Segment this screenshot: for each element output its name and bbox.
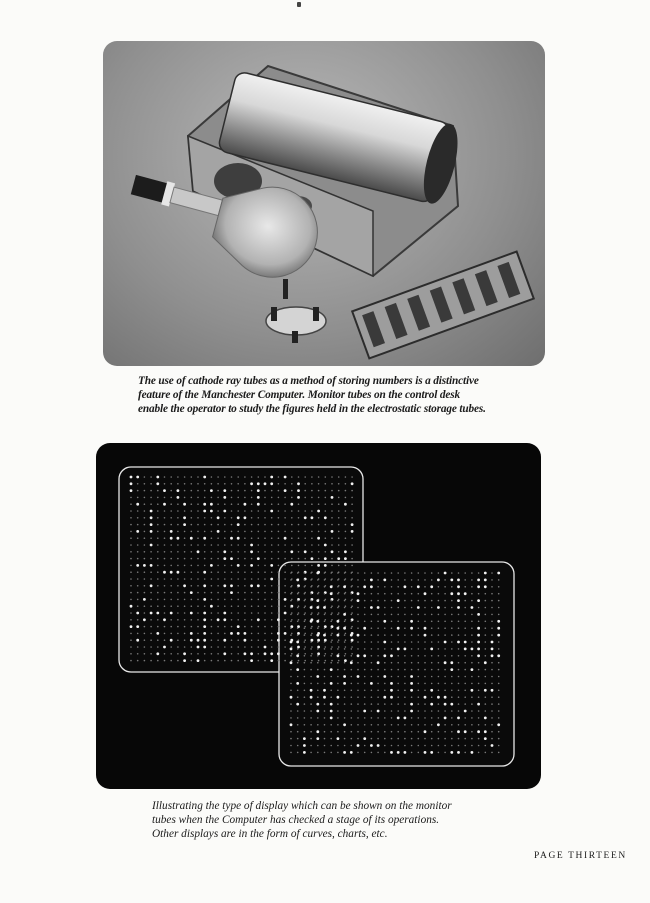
caption-line: tubes when the Computer has checked a stage of its operations.	[152, 814, 440, 826]
page-number: PAGE THIRTEEN	[534, 851, 627, 861]
caption-line: Other displays are in the form of curves, charts, etc.	[152, 828, 388, 840]
caption-line: Illustrating the type of display which can be shown on the monitor	[152, 800, 452, 812]
monitor-display-photo	[96, 443, 541, 789]
caption-line: The use of cathode ray tubes as a method of storing numbers is a distinctive	[138, 375, 479, 387]
print-mark	[297, 2, 301, 7]
monitor-screen-right	[279, 562, 514, 766]
storage-tubes-photo	[103, 41, 545, 366]
figure-caption-2	[152, 799, 512, 841]
caption-line: enable the operator to study the figures held in the electrostatic storage tubes.	[138, 403, 486, 415]
figure-caption-1	[138, 374, 518, 416]
caption-line: feature of the Manchester Computer. Monitor tubes on the control desk	[138, 389, 460, 401]
